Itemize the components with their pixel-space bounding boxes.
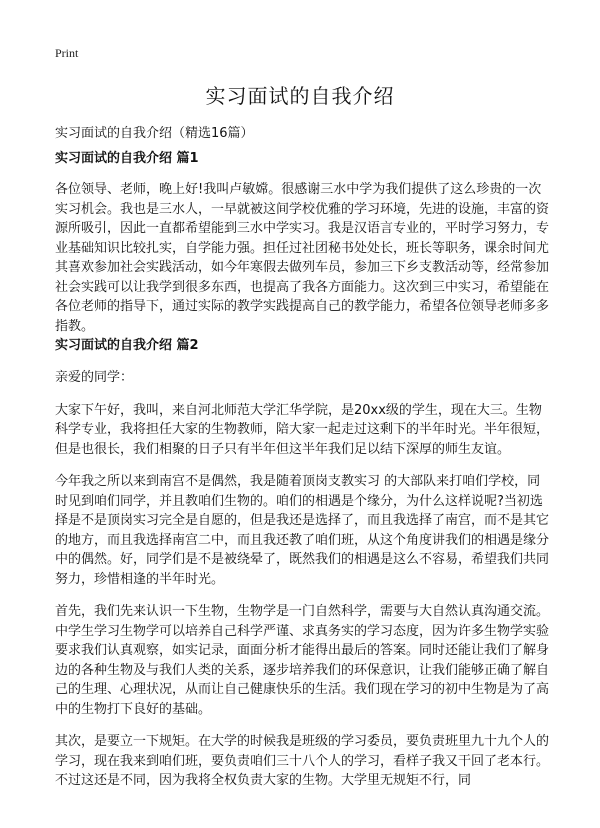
section-heading: 实习面试的自我介绍 篇1: [55, 151, 199, 166]
section-1: [55, 150, 550, 336]
section-heading: 实习面试的自我介绍 篇2: [55, 338, 199, 353]
section-2: [55, 337, 550, 791]
print-link[interactable]: Print: [55, 46, 79, 60]
paragraph: 今年我之所以来到南宫不是偶然，我是随着顶岗支教实习 的大部队来打咱们学校，同时见到咱们同学，并且教咱们生物的。咱们的相遇是个缘分，为什么这样说呢?当初选择是不是顶岗实习完全是自愿的，但是我还是选择了，而且我选择了南宫，而不是其它的地方，而且我选择南宫二中，而且我还教了咱们班，从这个角度讲我们的相遇是缘分中的偶然。好，同学们是不是被绕晕了，既然我们的相遇是这么不容易，希望我们共同努力，珍惜相逢的半年时光。: [55, 474, 550, 587]
page-title: 实习面试的自我介绍: [205, 84, 395, 108]
document-subtitle: 实习面试的自我介绍（精选16篇）: [55, 126, 254, 141]
paragraph: 各位领导、老师，晚上好!我叫卢敏嫦。很感谢三水中学为我们提供了这么珍贵的一次实习机会。我也是三水人，一早就被这间学校优雅的学习环境，先进的设施，丰富的资源所吸引，因此一直都希望能到三水中学实习。我是汉语言专业的，平时学习努力，专业基础知识比较扎实，自学能力强。担任过社团秘书处处长，班长等职务，课余时间尤其喜欢参加社会实践活动，如今年寒假去做列车员，参加三下乡支教活动等，经常参加社会实践可以让我学到很多东西，也提高了我各方面能力。这次到三中实习，希望能在各位老师的指导下，通过实际的教学实践提高自己的教学能力，希望各位领导老师多多指教。: [55, 182, 550, 334]
paragraph: 大家下午好，我叫，来自河北师范大学汇华学院，是20xx级的学生，现在大三。生物科学专业，我将担任大家的生物教师，陪大家一起走过这剩下的半年时光。半年很短，但是也很长，我们相聚的日子只有半年但这半年我们足以结下深厚的师生友谊。: [55, 402, 550, 457]
paragraph: 首先，我们先来认识一下生物，生物学是一门自然科学，需要与大自然认真沟通交流。中学生学习生物学可以培养自己科学严谨、求真务实的学习态度，因为许多生物学实验要求我们认真观察，如实记录，面面分析才能得出最后的答案。同时还能让我们了解身边的各种生物及与我们人类的关系，逐步培养我们的环保意识，让我们能够正确了解自己的生理、心理状况，从而让自己健康快乐的生活。我们现在学习的初中生物是为了高中的生物打下良好的基础。: [55, 604, 550, 717]
paragraph: 亲爱的同学：: [55, 370, 134, 385]
paragraph: 其次，是要立一下规矩。在大学的时候我是班级的学习委员，要负责班里九十九个人的学习，现在我来到咱们班，要负责咱们三十八个人的学习，看样子我又干回了老本行。不过这还是不同，因为我将全权负责大家的生物。大学里无规矩不行，同: [55, 734, 550, 788]
